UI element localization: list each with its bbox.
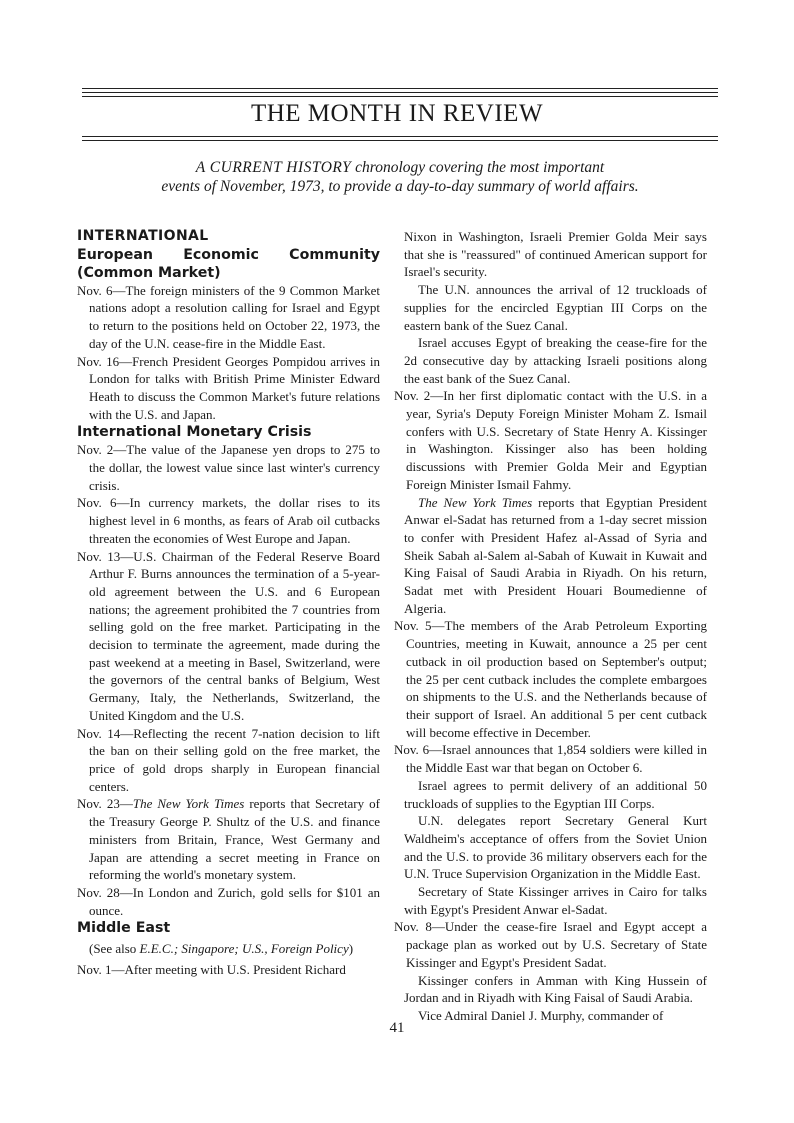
- paragraph-ceasefire-breach: Israel accuses Egypt of breaking the cease-fire for the 2d consecutive day by attacking Israeli positions along the east bank of the Suez Canal.: [404, 335, 707, 386]
- see-also-prefix: (See also: [89, 941, 140, 957]
- paragraph-nyt-sadat-text: reports that Egyptian President Anwar el-Sadat has returned from a 1-day secret mission to confer with President Hafez al-Assad of Syria and Sheik Sabah al-Salem al-Sabah of Kuwait in Kuwait and King Faisal of Saudi Arabia in Riyadh. On his return, Sadat met with President Houari Boumedienne of Algeria.: [404, 494, 707, 616]
- entry-me-nov8: Nov. 8—Under the cease-fire Israel and Egypt accept a package plan as worked out by U.S. Secretary of State Kissinger and Egypt's President Sadat.: [394, 919, 707, 970]
- heading-eec: European Economic Community (Common Market): [77, 246, 380, 281]
- see-also-references: E.E.C.; Singapore; U.S., Foreign Policy: [139, 941, 349, 957]
- top-rule-1: [82, 88, 718, 89]
- newspaper-title: The New York Times: [418, 494, 533, 510]
- subtitle-line-2: events of November, 1973, to provide a day-to-day summary of world affairs.: [161, 178, 639, 195]
- paragraph-additional-truckloads: Israel agrees to permit delivery of an additional 50 truckloads of supplies to the Egyptian III Corps.: [404, 777, 707, 811]
- paragraph-kissinger-amman: Kissinger confers in Amman with King Hussein of Jordan and in Riyadh with King Faisal of Saudi Arabia.: [404, 972, 707, 1006]
- entry-imc-nov23-text: reports that Secretary of the Treasury George P. Shultz of the U.S. and finance ministers from Britain, France, West Germany and Japan are attending a secret meeting in France on reforming the world's monetary system.: [89, 796, 380, 883]
- paragraph-nyt-sadat: [404, 494, 707, 618]
- paragraph-un-truckloads: The U.N. announces the arrival of 12 truckloads of supplies for the encircled Egyptian III Corps on the eastern bank of the Suez Canal.: [404, 282, 707, 333]
- entry-imc-nov13: Nov. 13—U.S. Chairman of the Federal Reserve Board Arthur F. Burns announces the termination of a 5-year-old agreement between the U.S. and 6 European nations; the agreement prohibited the 7 countries from selling gold on the free market. Participating in the decision to terminate the agreement, made during the past weekend at a meeting in Basel, Switzerland, were the governors of the central banks of Belgium, West Germany, Italy, the Netherlands, Switzerland, the United Kingdom and the U.S.: [77, 548, 380, 723]
- subtitle-line-1: chronology covering the most important: [355, 159, 605, 176]
- entry-imc-nov6: Nov. 6—In currency markets, the dollar rises to its highest level in 6 months, as fears of Arab oil cutbacks threaten the economies of West Europe and Japan.: [77, 495, 380, 546]
- top-rule-3: [82, 96, 718, 97]
- title-rule-2: [82, 140, 718, 141]
- title-rule-1: [82, 136, 718, 137]
- entry-me-nov6: Nov. 6—Israel announces that 1,854 soldiers were killed in the Middle East war that began on October 6.: [394, 742, 707, 776]
- right-column: [394, 228, 707, 1025]
- paragraph-un-observers: U.N. delegates report Secretary General Kurt Waldheim's acceptance of offers from the Soviet Union and the U.S. to provide 36 military observers each for the U.N. Truce Supervision Organization in the Middle East.: [404, 813, 707, 882]
- top-rule-2: [82, 92, 718, 93]
- page-title: THE MONTH IN REVIEW: [250, 100, 544, 127]
- left-column: [77, 228, 380, 979]
- see-also-suffix: ): [348, 941, 354, 957]
- entry-me-nov1-continued: Nixon in Washington, Israeli Premier Golda Meir says that she is "reassured" of continued American support for Israel's security.: [404, 229, 707, 280]
- subtitle-publication: A CURRENT HISTORY: [195, 159, 352, 176]
- entry-eec-nov6: Nov. 6—The foreign ministers of the 9 Common Market nations adopt a resolution calling for Israel and Egypt to return to the positions held on October 22, 1973, the day of the U.N. cease-fire in the Middle East.: [77, 282, 380, 351]
- entry-me-nov5: Nov. 5—The members of the Arab Petroleum Exporting Countries, meeting in Kuwait, announce a 25 per cent cutback in oil production based on September's output; the 25 per cent cutback includes the complete embargoes on shipments to the U.S. and the Netherlands because of their support of Israel. An additional 5 per cent cutback will become effective in December.: [394, 618, 707, 740]
- entry-imc-nov23-date: Nov. 23—: [77, 796, 133, 812]
- section-heading-international: INTERNATIONAL: [77, 228, 209, 244]
- subtitle: [120, 158, 680, 196]
- newspaper-title: The New York Times: [132, 796, 245, 812]
- see-also-note: [77, 940, 380, 958]
- paragraph-murphy: Vice Admiral Daniel J. Murphy, commander of: [418, 1007, 664, 1023]
- entry-imc-nov28: Nov. 28—In London and Zurich, gold sells for $101 an ounce.: [77, 884, 380, 918]
- entry-imc-nov2: Nov. 2—The value of the Japanese yen drops to 275 to the dollar, the lowest value since last winter's currency crisis.: [77, 442, 380, 493]
- heading-monetary-crisis: International Monetary Crisis: [77, 424, 312, 441]
- paragraph-kissinger-cairo: Secretary of State Kissinger arrives in Cairo for talks with Egypt's President Anwar el-Sadat.: [404, 884, 707, 917]
- entry-me-nov1-start: Nov. 1—After meeting with U.S. President Richard: [77, 962, 346, 978]
- heading-middle-east: Middle East: [77, 920, 171, 937]
- entry-imc-nov23: [77, 795, 380, 884]
- entry-me-nov2: Nov. 2—In her first diplomatic contact with the U.S. in a year, Syria's Deputy Foreign Minister Moham Z. Ismail confers with U.S. Secretary of State Henry A. Kissinger in Washington. Kissinger also has been holding discussions with Premier Golda Meir and Egyptian Foreign Minister Ismail Fahmy.: [394, 388, 707, 492]
- page-number: 41: [389, 1020, 405, 1036]
- entry-eec-nov16: Nov. 16—French President Georges Pompidou arrives in London for talks with British Prime Minister Edward Heath to discuss the Common Market's future relations with the U.S. and Japan.: [77, 353, 380, 422]
- entry-imc-nov14: Nov. 14—Reflecting the recent 7-nation decision to lift the ban on their selling gold on the free market, the price of gold drops sharply in European financial centers.: [77, 725, 380, 794]
